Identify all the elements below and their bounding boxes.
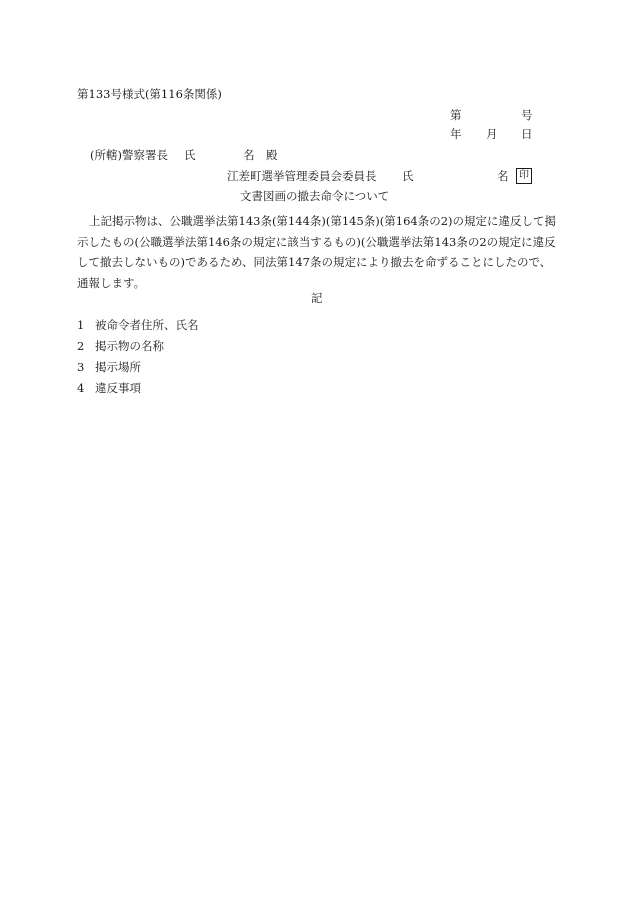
- seal-mark: 印: [516, 168, 532, 184]
- item-number: 3: [77, 360, 85, 374]
- sender-surname-label: 氏: [402, 169, 414, 183]
- form-number: 第133号様式(第116条関係): [77, 87, 222, 101]
- doc-number-suffix: 号: [521, 108, 533, 122]
- doc-number-prefix: 第: [450, 108, 462, 122]
- item-label: 違反事項: [95, 381, 141, 395]
- item-number: 2: [77, 339, 85, 353]
- item-label: 掲示場所: [95, 360, 141, 374]
- addressee-name-label: 名: [243, 148, 255, 162]
- sender-name-label: 名: [497, 169, 509, 183]
- list-item: [77, 383, 199, 404]
- month-label: 月: [486, 127, 498, 141]
- body-paragraph: 上記掲示物は、公職選挙法第143条(第144条)(第145条)(第164条の2)の規定に違反して掲示したもの(公職選挙法第146条の規定に該当するもの)(公職選挙法第143条の2の規定に違反して撤去しないもの)であるため、同法第147条の規定により撤去を命ずることにしたので、通報します。: [77, 214, 557, 290]
- addressee-surname-label: 氏: [184, 148, 196, 162]
- list-item: [77, 362, 199, 383]
- sender-title: 江差町選挙管理委員会委員長: [227, 169, 377, 183]
- day-label: 日: [521, 127, 533, 141]
- ki-heading: 記: [311, 291, 323, 305]
- item-list: [77, 320, 199, 404]
- list-item: [77, 341, 199, 362]
- list-item: [77, 320, 199, 341]
- item-number: 1: [77, 318, 85, 332]
- item-label: 被命令者住所、氏名: [95, 318, 199, 332]
- subject-heading: 文書図画の撤去命令について: [240, 189, 390, 203]
- addressee-honorific: 殿: [266, 148, 278, 162]
- year-label: 年: [450, 127, 462, 141]
- item-label: 掲示物の名称: [95, 339, 164, 353]
- item-number: 4: [77, 381, 85, 395]
- addressee-title: (所轄)警察署長: [90, 148, 168, 162]
